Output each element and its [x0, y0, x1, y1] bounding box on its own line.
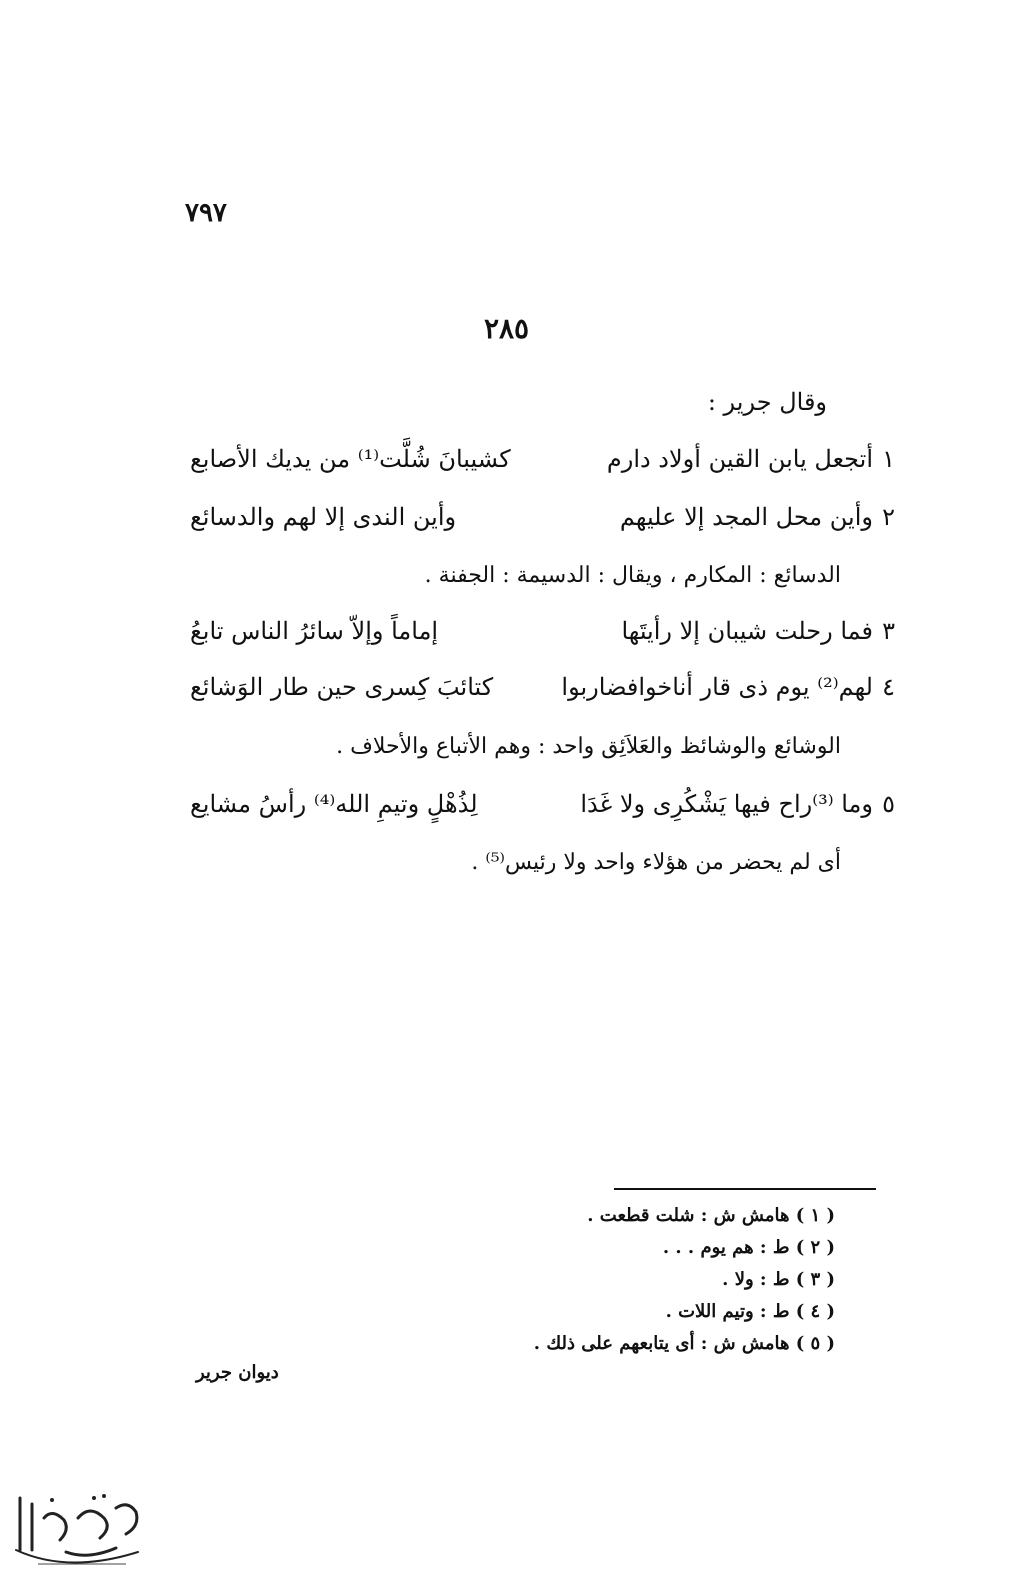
footnote: ( ١ ) هامش ش : شلت قطعت . [587, 1205, 835, 1226]
footnote: ( ٥ ) هامش ش : أى يتابعهم على ذلك . [533, 1333, 835, 1354]
verse-first-hemistich: أتجعل يابن القين أولاد دارم [606, 445, 873, 473]
verse-second-hemistich: كتائبَ كِسرى حين طار الوَشائع [190, 673, 494, 701]
verse-first-hemistich: فما رحلت شيبان إلا رأيتَها [621, 617, 873, 645]
verse-2 [190, 503, 895, 547]
verse-number: ٢ [882, 503, 895, 531]
footnote: ( ٢ ) ط : هم يوم . . . [662, 1237, 835, 1258]
verse-second-hemistich: وأين الندى إلا لهم والدسائع [190, 503, 457, 531]
page-number: ٧٩٧ [185, 198, 227, 228]
verse-number: ٣ [882, 617, 895, 645]
verse-first-hemistich: لهم⁽²⁾ يوم ذى قار أناخوافضاربوا [561, 673, 873, 701]
verse-4 [190, 673, 895, 717]
verse-1 [190, 445, 895, 489]
verse-second-hemistich: لِذُهْلٍ وتيمِ الله⁽⁴⁾ رأسُ مشايع [190, 790, 478, 818]
gloss-line: أى لم يحضر من هؤلاء واحد ولا رئيس⁽⁵⁾ . [471, 850, 841, 875]
footnote-divider [614, 1188, 876, 1190]
calligraphy-logo [8, 1478, 148, 1578]
verse-number: ٤ [882, 673, 895, 701]
verse-number: ٥ [882, 790, 895, 818]
footnote: ( ٣ ) ط : ولا . [722, 1269, 835, 1290]
footnotes [534, 1200, 835, 1360]
poem-intro: وقال جرير : [707, 388, 827, 416]
poem-number: ٢٨٥ [483, 312, 530, 345]
gloss-line: الوشائع والوشائظ والعَلاَئِق واحد : وهم الأتباع والأحلاف . [336, 734, 841, 759]
verse-second-hemistich: كشيبانَ شُلَّت⁽¹⁾ من يديك الأصابع [190, 445, 511, 473]
verse-first-hemistich: وأين محل المجد إلا عليهم [619, 503, 873, 531]
verse-second-hemistich: إماماً وإلاّ سائرُ الناس تابعُ [190, 617, 439, 645]
verse-number: ١ [882, 445, 895, 473]
verse-5 [190, 790, 895, 834]
verse-first-hemistich: وما ⁽³⁾راح فيها يَشْكُرِى ولا غَدَا [580, 790, 873, 818]
verse-3 [190, 617, 895, 661]
gloss-line: الدسائع : المكارم ، ويقال : الدسيمة : الجفنة . [424, 563, 841, 588]
book-title-footer: ديوان جرير [196, 1362, 279, 1383]
footnote: ( ٤ ) ط : وتيم اللات . [665, 1301, 835, 1322]
